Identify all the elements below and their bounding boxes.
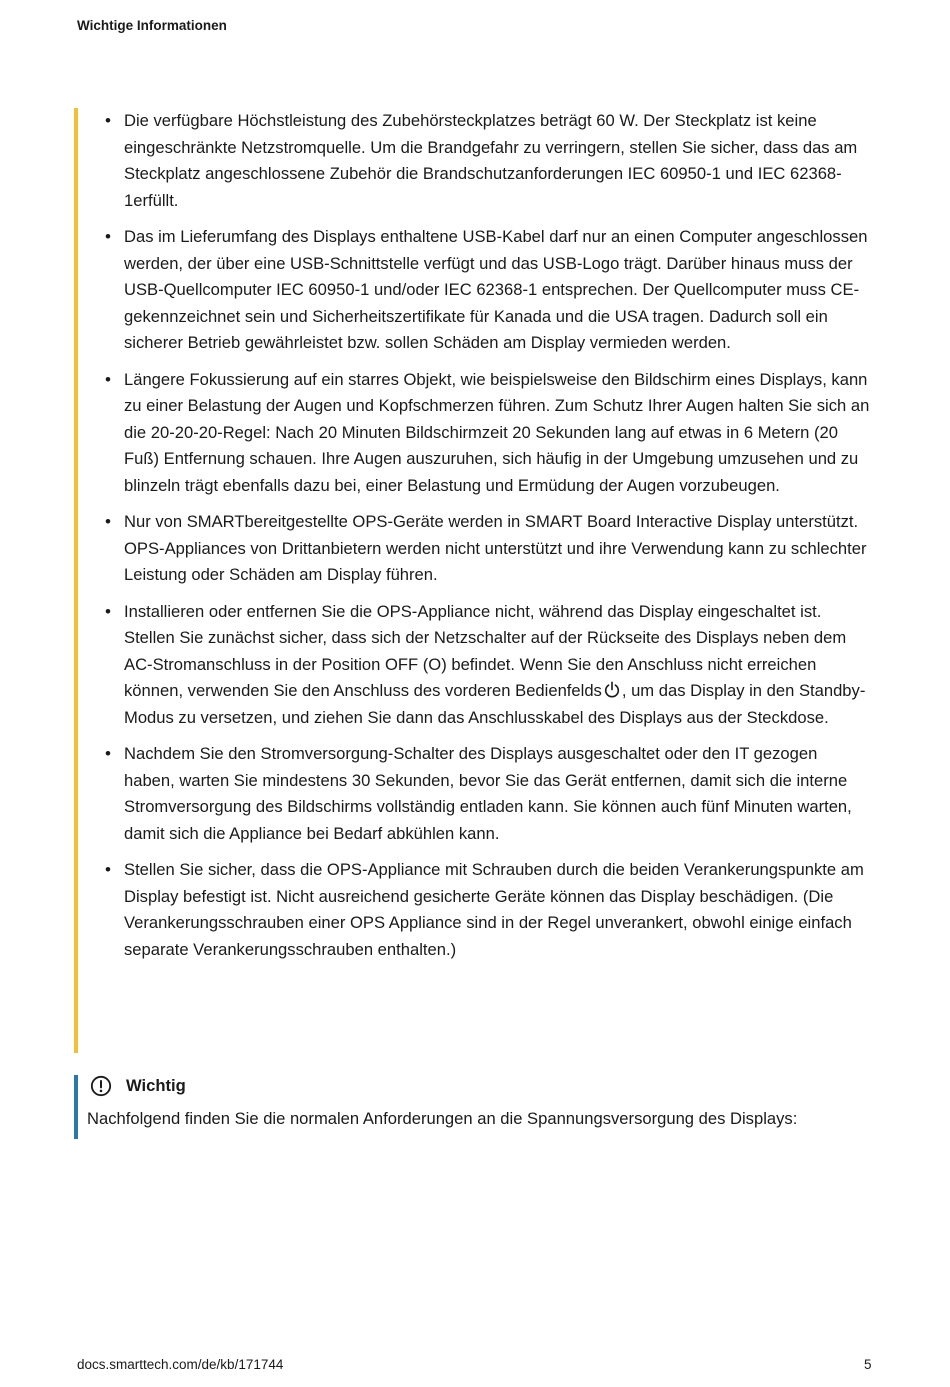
warning-block [74, 108, 878, 1053]
power-icon [603, 681, 621, 699]
list-item-text: Installieren oder entfernen Sie die OPS-Appliance nicht, während das Display eingeschaltet ist. Stellen Sie zunächst sicher, dass sich der Netzschalter auf der Rückseite des Displays neben dem AC-Stromanschluss in der Position OFF (O) befindet. Wenn Sie den Anschluss nicht erreichen können, verwenden Sie den Anschluss des vorderen Bedienfelds [124, 601, 847, 700]
important-header [90, 1075, 878, 1097]
list-item: • Nachdem Sie den Stromversorgung-Schalter des Displays ausgeschaltet oder den IT gezogen haben, warten Sie mindestens 30 Sekunden, bevor Sie das Gerät entfernen, damit sich die interne Stromversorgung des Bildschirms vollständig entladen kann. Sie können auch fünf Minuten warten, damit sich die Appliance bei Bedarf abkühlen kann. [124, 741, 878, 847]
footer-url: docs.smarttech.com/de/kb/171744 [77, 1357, 284, 1372]
list-item: • Nur von SMARTbereitgestellte OPS-Geräte werden in SMART Board Interactive Display unterstützt. OPS-Appliances von Drittanbietern werden nicht unterstützt und ihre Verwendung kann zu schlechter Leistung oder Schäden am Display führen. [124, 509, 878, 589]
important-callout [74, 1075, 878, 1139]
list-item-text: , um das Display in den Standby-Modus zu versetzen, und ziehen Sie dann das Anschlusskabel des Displays aus der Steckdose. [124, 681, 866, 727]
list-item: • Das im Lieferumfang des Displays enthaltene USB-Kabel darf nur an einen Computer angeschlossen werden, der über eine USB-Schnittstelle verfügt und das USB-Logo trägt. Darüber hinaus muss der USB-Quellcomputer IEC 60950-1 und/oder IEC 62368-1 entsprechen. Der Quellcomputer muss CE-gekennzeichnet sein und Sicherheitszertifikate für Kanada und die USA tragen. Dadurch soll ein sicherer Betrieb gewährleistet bzw. sollen Schäden am Display vermieden werden. [124, 224, 878, 357]
list-item: • Die verfügbare Höchstleistung des Zubehörsteckplatzes beträgt 60 W. Der Steckplatz ist keine eingeschränkte Netzstromquelle. Um die Brandgefahr zu verringern, stellen Sie sicher, dass das am Steckplatz angeschlossene Zubehör die Brandschutzanforderungen IEC 60950-1 und IEC 62368-1erfüllt. [124, 108, 878, 214]
list-item: • Längere Fokussierung auf ein starres Objekt, wie beispielsweise den Bildschirm eines Displays, kann zu einer Belastung der Augen und Kopfschmerzen führen. Zum Schutz Ihrer Augen halten Sie sich an die 20-20-20-Regel: Nach 20 Minuten Bildschirmzeit 20 Sekunden lang auf etwas in 6 Metern (20 Fuß) Entfernung schauen. Ihre Augen auszuruhen, sich häufig in der Umgebung umzusehen und zu blinzeln trägt ebenfalls dazu bei, einer Belastung und Ermüdung der Augen vorzubeugen. [124, 367, 878, 500]
list-item: • Stellen Sie sicher, dass die OPS-Appliance mit Schrauben durch die beiden Verankerungspunkte am Display befestigt ist. Nicht ausreichend gesicherte Geräte können das Display beschädigen. (Die Verankerungsschrauben einer OPS Appliance sind in der Regel unverankert, obwohl einige einfach separate Verankerungsschrauben enthalten.) [124, 857, 878, 963]
important-title: Wichtig [126, 1076, 186, 1095]
list-item [124, 599, 878, 732]
exclamation-circle-icon [90, 1075, 112, 1097]
warning-list [78, 108, 878, 963]
page-header-title: Wichtige Informationen [77, 18, 227, 33]
page-number: 5 [864, 1357, 872, 1372]
important-text: Nachfolgend finden Sie die normalen Anforderungen an die Spannungsversorgung des Displays: [87, 1109, 798, 1128]
